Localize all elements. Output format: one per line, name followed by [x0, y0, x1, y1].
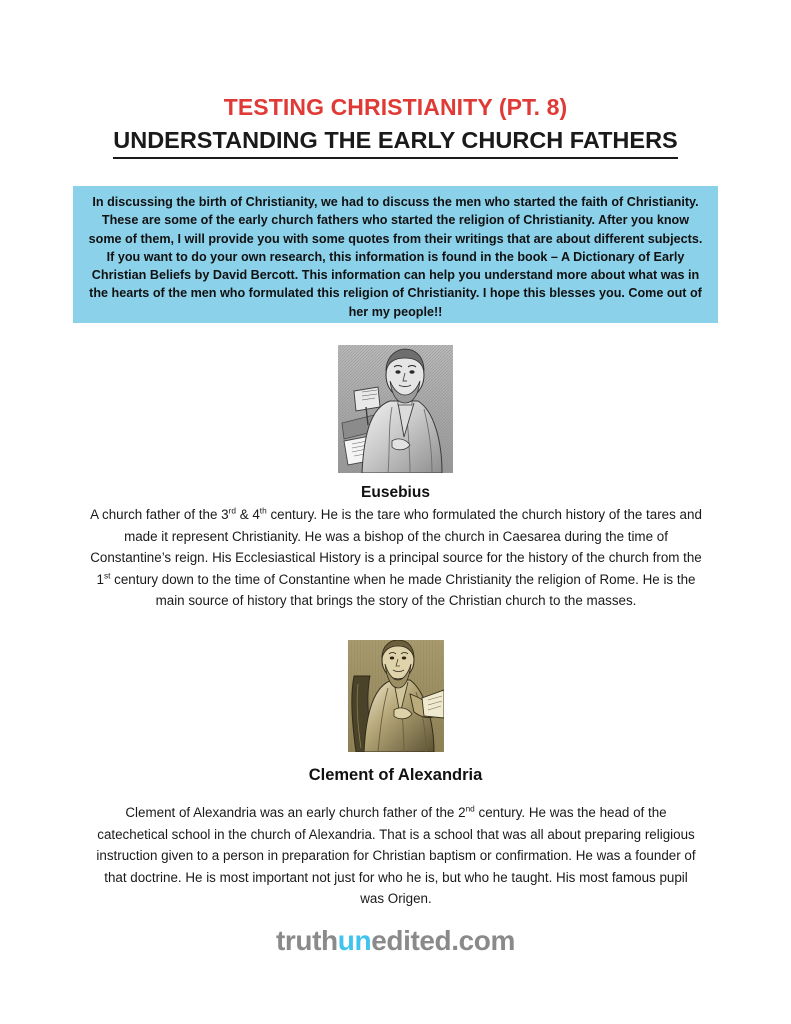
clement-portrait-image [348, 640, 444, 752]
title-main: TESTING CHRISTIANITY (PT. 8) [223, 94, 568, 120]
logo-text-un: un [337, 925, 372, 956]
ordinal-suffix: rd [228, 505, 236, 516]
intro-callout-box [73, 186, 718, 323]
clement-paragraph: Clement of Alexandria was an early church father of the 2nd century. He was the head of the catechetical school in the church of Alexandria. That is a school that was all about preparing religious instruction given to a person in preparation for Christian baptism or confirmation. He was a founder of that doctrine. He is most important not just for who he is, but who he taught. His most famous pupil was Origen. [96, 803, 696, 906]
figure-eusebius [0, 345, 791, 502]
ordinal-suffix: st [103, 570, 111, 581]
site-logo [0, 925, 791, 957]
title-subtitle: UNDERSTANDING THE EARLY CHURCH FATHERS [113, 122, 677, 159]
ordinal-suffix: th [259, 505, 267, 516]
intro-text: In discussing the birth of Christianity, we had to discuss the men who started the faith of Christianity. These are some of the early church fathers who started the religion of Christianity. After you know some of them, I will provide you with some quotes from their writings that are about different subjects. If you want to do your own research, this information is found in the book – A Dictionary of Early Christian Beliefs by David Bercott. This information can help you understand more about what was in the hearts of the men who formulated this religion of Christianity. I hope this blesses you. Come out of her my people!! [88, 195, 703, 319]
page-title [0, 92, 791, 159]
clement-caption: Clement of Alexandria [308, 766, 483, 784]
logo-text-truth: truth [276, 925, 338, 956]
eusebius-caption: Eusebius [361, 484, 430, 501]
logo-text-edited: edited.com [371, 925, 515, 956]
figure-clement-of-alexandria [0, 640, 791, 785]
ordinal-suffix: nd [465, 803, 475, 814]
eusebius-portrait-image [338, 345, 453, 473]
eusebius-paragraph: A church father of the 3rd & 4th century. He is the tare who formulated the church history of the tares and made it represent Christianity. He was a bishop of the church in Caesarea during the time of Constantine’s reign. His Ecclesiastical History is a principal source for the history of the church from the 1st century down to the time of Constantine when he made Christianity the religion of Rome. He is the main source of history that brings the story of the Christian church to the masses. [90, 505, 702, 608]
